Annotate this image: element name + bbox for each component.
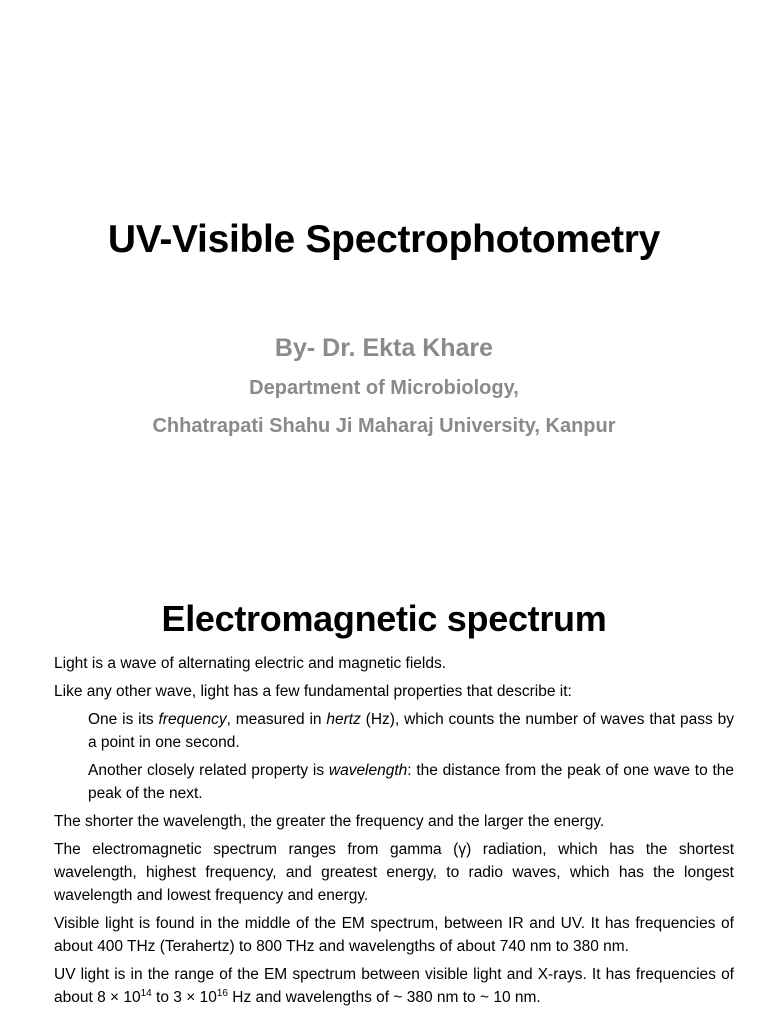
paragraph: The shorter the wavelength, the greater the frequency and the larger the energy.	[54, 813, 605, 830]
text-run: One is its	[88, 711, 159, 728]
paragraph	[54, 963, 734, 1009]
slide-body	[54, 652, 734, 1014]
university-line: Chhatrapati Shahu Ji Maharaj University, Kanpur	[152, 415, 616, 437]
slide-title: Electromagnetic spectrum	[161, 598, 607, 639]
paragraph: Like any other wave, light has a few fundamental properties that describe it:	[54, 683, 572, 700]
paragraph: The electromagnetic spectrum ranges from gamma (γ) radiation, which has the shortest wavelength, highest frequency, and greatest energy, to radio waves, which has the longest wavelength and lowest frequency and energy.	[54, 841, 734, 904]
italic-term: frequency	[158, 711, 227, 728]
text-run: Another closely related property is	[88, 762, 329, 779]
italic-term: hertz	[326, 711, 361, 728]
text-run: : the distance from the peak of one wave to the peak of the next.	[88, 762, 734, 802]
text-run: (Hz), which counts the number of waves that pass by a point in one second.	[88, 711, 734, 751]
author-line: By- Dr. Ekta Khare	[274, 334, 494, 362]
text-run: to 3 × 10	[151, 989, 217, 1006]
text-run: UV light is in the range of the EM spectrum between visible light and X-rays. It has frequencies of about 8 × 10	[54, 966, 734, 1006]
slide-title: UV-Visible Spectrophotometry	[107, 218, 661, 261]
exponent: 16	[216, 987, 228, 999]
paragraph: Visible light is found in the middle of the EM spectrum, between IR and UV. It has frequencies of about 400 THz (Terahertz) to 800 THz and wavelengths of about 740 nm to 380 nm.	[54, 915, 734, 955]
content-slide	[0, 576, 768, 1024]
exponent: 14	[140, 987, 152, 999]
sub-paragraph	[88, 708, 734, 754]
department-line: Department of Microbiology,	[249, 377, 519, 399]
sub-paragraph	[88, 759, 734, 805]
italic-term: wavelength	[328, 762, 408, 779]
paragraph: Light is a wave of alternating electric and magnetic fields.	[54, 655, 447, 672]
text-run: , measured in	[226, 711, 327, 728]
text-run: Hz and wavelengths of ~ 380 nm to ~ 10 nm.	[227, 989, 541, 1006]
